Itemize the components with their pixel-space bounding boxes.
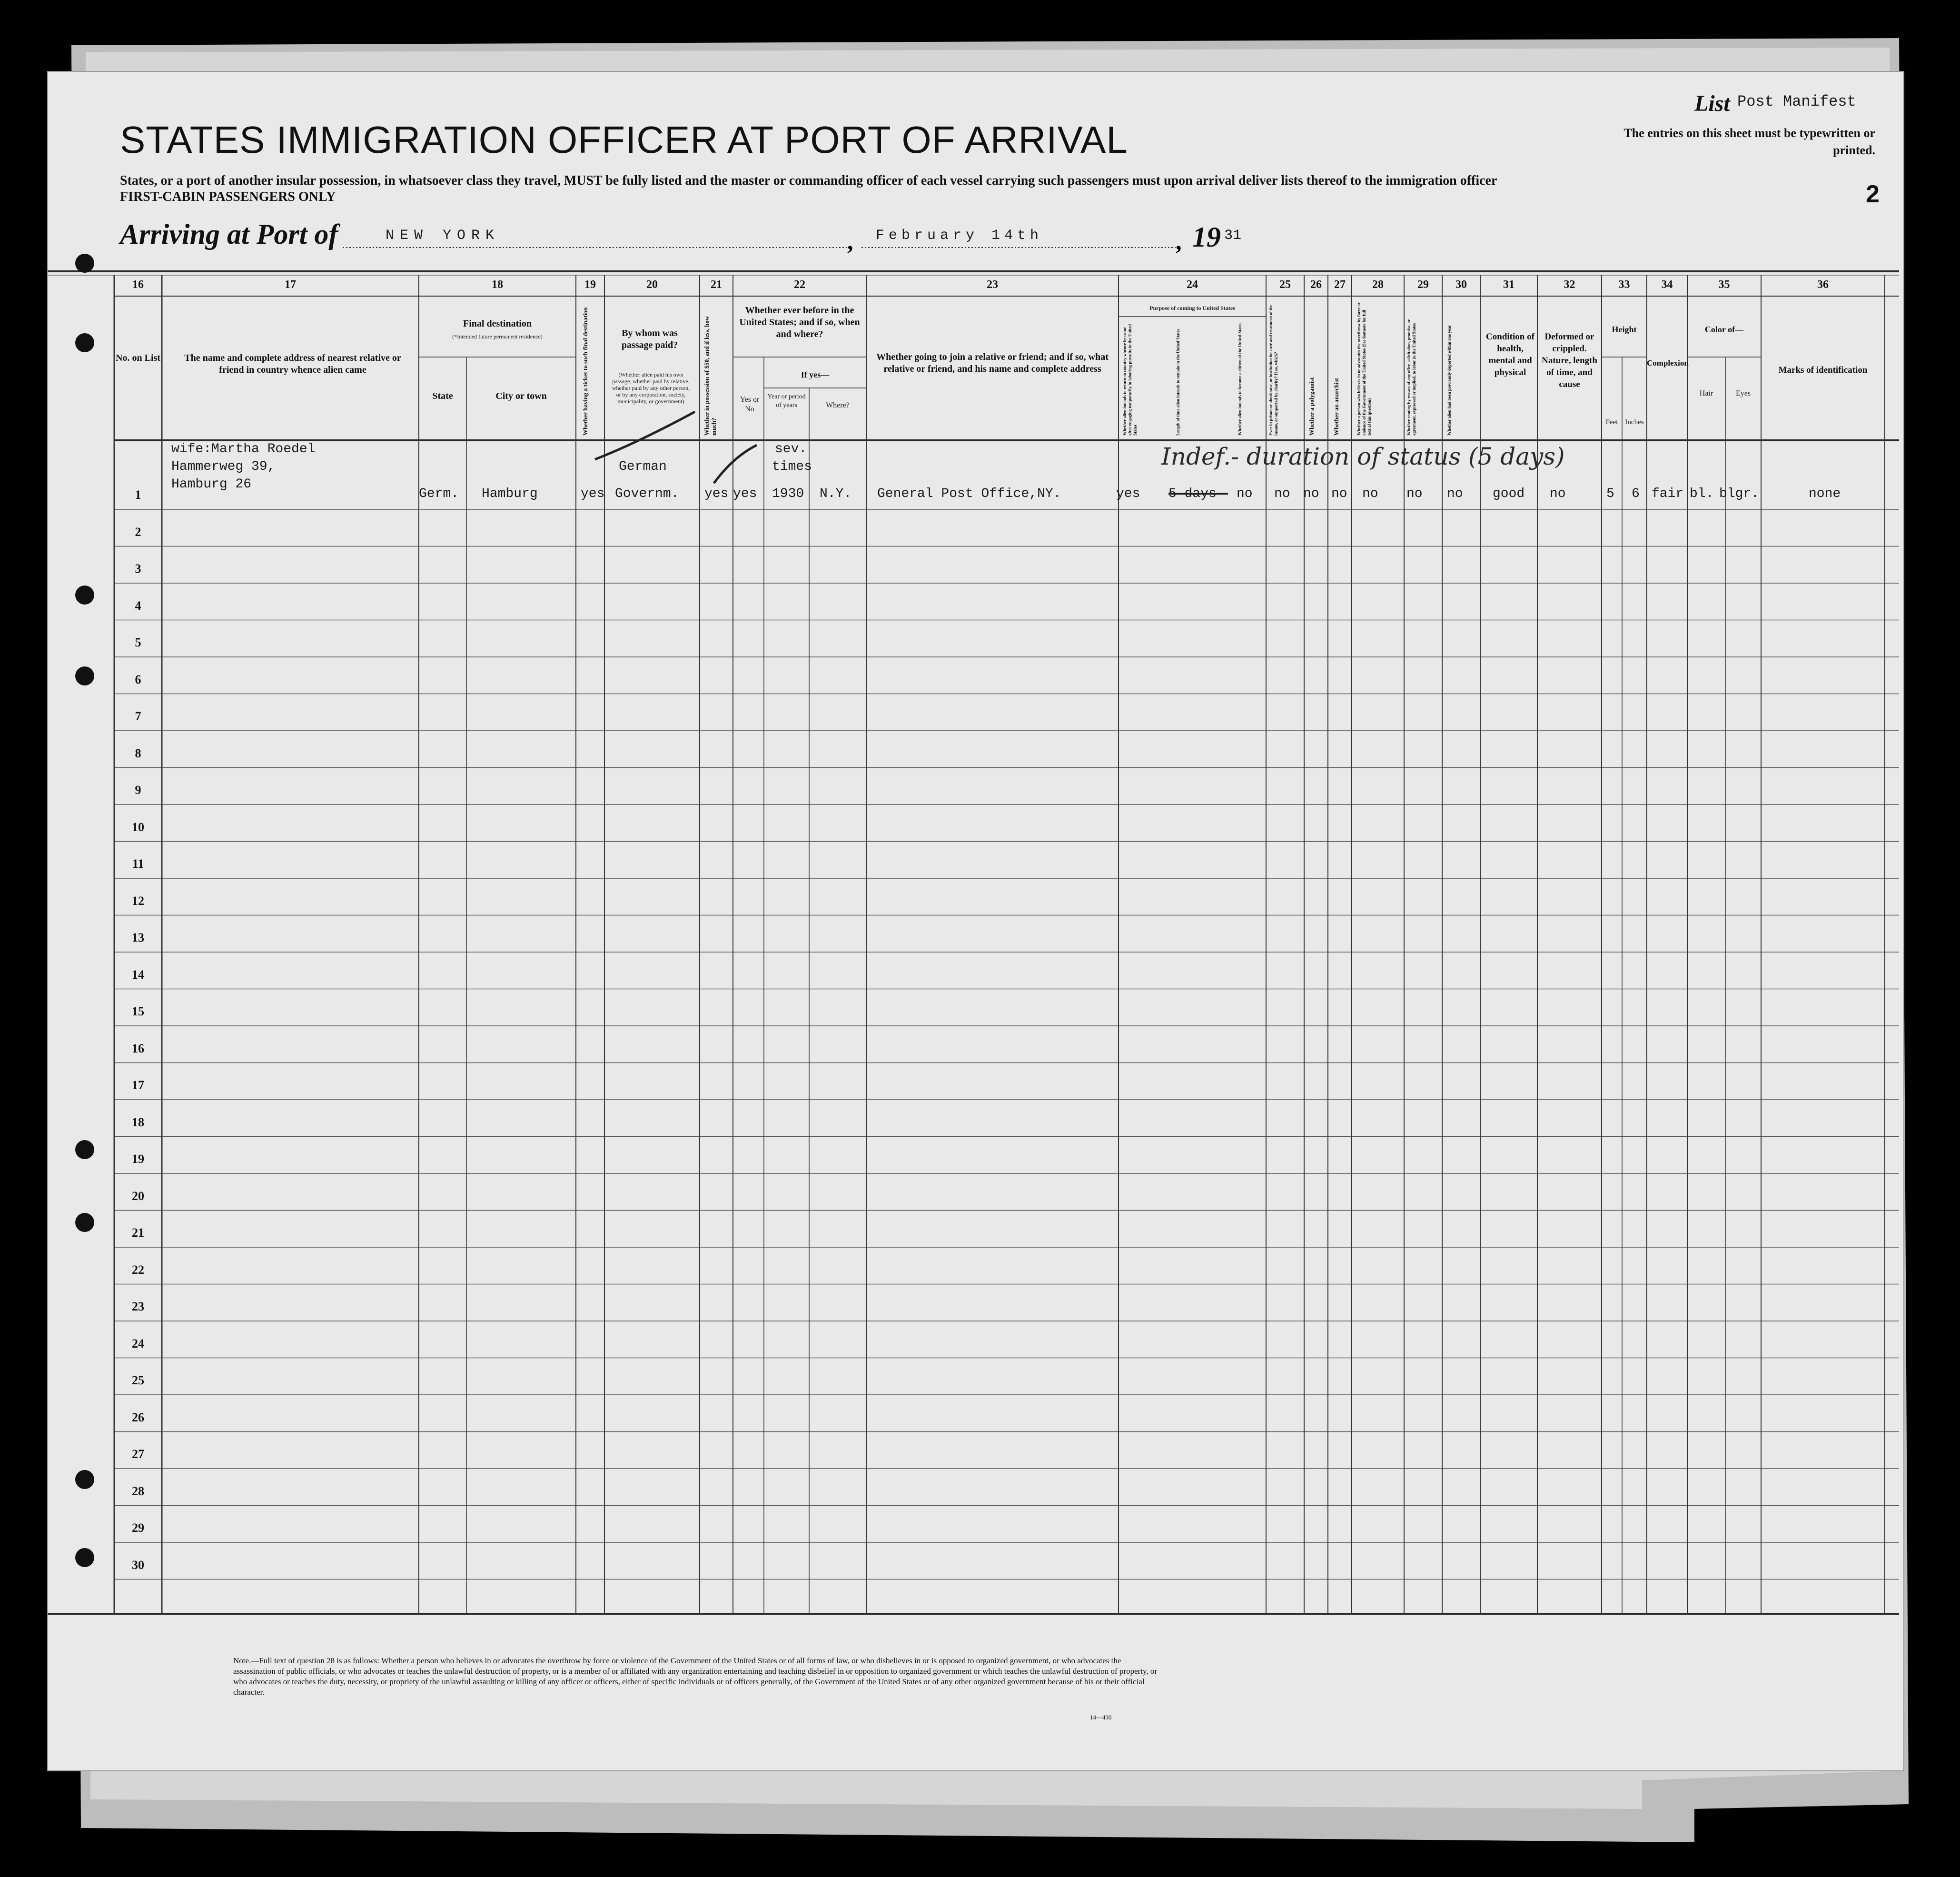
return-intent-value: yes (1116, 487, 1140, 501)
row-number: 9 (135, 783, 141, 797)
eyes-value: blgr. (1719, 487, 1760, 501)
footnote: Note.—Full text of question 28 is as follows: Whether a person who believes in or advocates the overthrow by force or violence of the Government of the United States or of all forms of law, or who disbelieves in or is opposed to organized government, or who advocates the assassination of public officials, or who advocates or teaches the unlawful destruction of property, or is a member of or affiliated with any organization entertaining and teaching disbelief in or opposition to organized government or which teaches the unlawful destruction of property, or who advocates or teaches the duty, necessity, or propriety of the unlawful assaulting or killing of any officer or officers, either of specific individuals or of officers generally, of the Government of the United States or of any other organized government because of his or their official character. (233, 1656, 1158, 1697)
destination-city: Hamburg (482, 487, 538, 501)
anarchist-value: no (1331, 487, 1347, 501)
relative-name: wife:Martha Roedel (171, 442, 316, 457)
row-number: 18 (132, 1115, 144, 1129)
column-number: 22 (794, 278, 805, 291)
row-number: 6 (135, 672, 141, 686)
row-number: 14 (132, 967, 144, 982)
column-number: 24 (1187, 278, 1198, 291)
column-number: 30 (1455, 278, 1467, 291)
relative-city: Hamburg 26 (171, 477, 252, 492)
binder-hole (75, 333, 94, 352)
column-number: 36 (1817, 278, 1829, 291)
column-number: 21 (711, 278, 722, 291)
arrival-date: February 14th (876, 228, 1043, 244)
row-number: 19 (132, 1152, 144, 1166)
period-line2: times (772, 459, 812, 474)
deported-value: no (1447, 487, 1463, 501)
column-number: 33 (1618, 278, 1630, 291)
page-number: 2 (1866, 180, 1880, 208)
form-instructions: States, or a port of another insular possession, in whatsoever class they travel, MUST be fully listed and the master or commanding officer of each vessel carrying such passengers must upon arrival deliver lists thereof to the immigration officer (120, 173, 1497, 188)
arriving-label: Arriving at Port of (120, 218, 338, 250)
polygamist-value: no (1303, 487, 1319, 501)
row-number: 1 (135, 488, 141, 502)
header-color-of: Color of— (1704, 325, 1744, 334)
comma-separator: , (847, 228, 853, 255)
marks-value: none (1809, 487, 1841, 501)
row-number: 25 (132, 1373, 144, 1387)
comma-separator-2: , (1176, 228, 1182, 255)
header-eyes: Eyes (1735, 389, 1751, 397)
row-number: 15 (132, 1004, 144, 1018)
header-passage-paid: By whom was passage paid? (621, 328, 678, 350)
header-city: City or town (495, 391, 547, 401)
row-number: 2 (135, 525, 141, 539)
paid-by-line1: German (619, 459, 667, 474)
row-number: 26 (132, 1410, 144, 1424)
where-value: N.Y. (820, 487, 852, 501)
complexion-value: fair (1652, 487, 1684, 501)
binder-hole (75, 1548, 94, 1567)
list-value: Post Manifest (1737, 93, 1856, 110)
period-line3: 1930 (772, 487, 804, 501)
header-become-citizen: Whether alien intends to become a citizen of the United States (1237, 322, 1242, 436)
row-number: 30 (132, 1558, 144, 1572)
header-year-period: Year or period of years (767, 393, 806, 409)
row-number: 7 (135, 709, 141, 723)
column-number: 28 (1372, 278, 1384, 291)
header-inches: Inches (1625, 418, 1644, 426)
binder-hole (75, 254, 94, 273)
overthrow-value: no (1362, 487, 1378, 501)
row-number: 22 (132, 1262, 144, 1277)
height-feet-value: 5 (1606, 487, 1614, 501)
row-number: 11 (132, 857, 144, 871)
header-purpose: Purpose of coming to United States (1149, 305, 1235, 311)
row-number: 28 (132, 1484, 144, 1498)
height-inches-value: 6 (1632, 487, 1640, 501)
header-yes-or-no: Yes or No (740, 396, 760, 413)
column-number: 27 (1334, 278, 1346, 291)
column-number: 32 (1564, 278, 1575, 291)
joining-value: General Post Office,NY. (877, 487, 1061, 501)
typewritten-note: The entries on this sheet must be typewritten or printed. (1623, 126, 1875, 157)
header-anarchist: Whether an anarchist (1333, 378, 1340, 436)
ticket-value: yes (581, 487, 605, 501)
deformed-value: no (1550, 487, 1566, 501)
header-feet: Feet (1605, 418, 1618, 426)
row-number: 13 (132, 931, 144, 944)
column-number: 35 (1718, 278, 1730, 291)
row-number: 5 (135, 636, 141, 649)
ever-before-value: yes (733, 487, 757, 501)
row-number: 23 (132, 1300, 144, 1313)
row-number: 10 (132, 820, 144, 834)
row-number: 24 (132, 1336, 144, 1351)
row-number: 21 (132, 1226, 144, 1240)
hair-value: bl. (1690, 487, 1714, 501)
header-labor-offer: Whether coming by reason of any offer, solicitation, promise, or agreement, expressed or implied, to labor in the United States (1406, 319, 1416, 436)
column-number: 34 (1661, 278, 1673, 291)
header-length-of-stay: Length of time alien intends to remain in the United States (1176, 328, 1180, 436)
column-number: 19 (584, 278, 596, 291)
header-polygamist: Whether a polygamist (1308, 377, 1315, 436)
first-cabin-label: FIRST-CABIN PASSENGERS ONLY (120, 189, 336, 204)
header-final-destination: Final destination (463, 318, 532, 329)
header-complexion: Complexion (1647, 358, 1689, 367)
header-fifty-dollars: Whether in possession of $50, and if less, how much? (703, 316, 717, 436)
header-relative-address: The name and complete address of nearest relative or friend in country whence alien came (184, 353, 401, 375)
handwritten-note: Indef.- duration of status (5 days) (1161, 443, 1565, 470)
period-line1: sev. (775, 442, 807, 457)
destination-state: Germ. (419, 487, 459, 501)
column-number: 31 (1503, 278, 1515, 291)
year-suffix: 31 (1224, 228, 1242, 244)
header-height: Height (1612, 325, 1637, 334)
health-value: good (1493, 487, 1525, 501)
column-number: 20 (646, 278, 658, 291)
header-overthrow: Whether a person who believes in or advocates the overthrow by force or violence of the Government of the United States (See footnote for full text of this question) (1356, 302, 1372, 436)
row-number: 8 (135, 746, 141, 760)
column-number: 16 (132, 278, 144, 291)
column-number: 23 (987, 278, 998, 291)
header-ticket: Whether having a ticket to such final destination (582, 307, 589, 436)
list-label: List (1694, 91, 1730, 116)
year-prefix: 19 (1192, 221, 1221, 253)
row-number: 16 (132, 1041, 144, 1055)
binder-hole (75, 1470, 94, 1489)
row-number: 29 (132, 1521, 144, 1535)
header-passage-paid-note: (Whether alien paid his own passage, whether paid by relative, whether paid by any other person, or by any corporation, society, municipality, or government) (612, 371, 690, 405)
header-return-intent: Whether alien intends to return to country whence he came after engaging temporarily in laboring pursuits in the United States (1122, 324, 1138, 436)
row-number: 20 (132, 1189, 144, 1203)
row-number: 27 (132, 1447, 144, 1461)
header-deported: Whether alien had been previously deported within one year (1447, 325, 1452, 436)
header-if-yes: If yes— (801, 370, 830, 379)
header-state: State (432, 391, 453, 401)
column-number: 17 (285, 278, 296, 291)
column-number: 29 (1417, 278, 1429, 291)
header-marks: Marks of identification (1778, 365, 1868, 375)
column-number: 18 (492, 278, 503, 291)
binder-hole (75, 1213, 94, 1232)
header-deformed: Deformed or crippled. Nature, length of time, and cause (1542, 332, 1597, 389)
relative-street: Hammerweg 39, (171, 459, 276, 474)
fifty-dollars-value: yes (704, 487, 729, 501)
labor-offer-value: no (1406, 487, 1423, 501)
length-of-stay-value: 5 days (1168, 487, 1217, 501)
row-number: 3 (135, 562, 141, 576)
header-where: Where? (826, 401, 850, 409)
header-hair: Hair (1699, 389, 1713, 397)
become-citizen-value: no (1237, 487, 1253, 501)
header-prison: Ever in prison or almshouse, or institution for care and treatment of the insane, or supported by charity? If so, which? (1268, 304, 1278, 436)
binder-hole (75, 586, 94, 605)
paid-by-line2: Governm. (615, 487, 679, 501)
header-health: Condition of health, mental and physical (1486, 332, 1534, 377)
header-ever-before: Whether ever before in the United States; and if so, when and where? (739, 305, 860, 339)
binder-hole (75, 666, 94, 685)
header-no-on-list: No. on List (116, 353, 160, 363)
column-number: 25 (1279, 278, 1291, 291)
header-joining-relative: Whether going to join a relative or friend; and if so, what relative or friend, and his name and complete address (876, 352, 1109, 374)
header-final-destination-note: (*Intended future permanent residence) (452, 333, 543, 340)
row-number: 17 (132, 1078, 144, 1092)
binder-hole (75, 1140, 94, 1159)
row-number: 4 (135, 598, 141, 613)
form-number: 14—430 (1090, 1714, 1112, 1721)
port-value: NEW YORK (386, 228, 500, 244)
column-number: 26 (1310, 278, 1322, 291)
form-title: STATES IMMIGRATION OFFICER AT PORT OF ARRIVAL (120, 119, 1128, 161)
prison-value: no (1274, 487, 1290, 501)
row-number: 12 (132, 894, 144, 908)
